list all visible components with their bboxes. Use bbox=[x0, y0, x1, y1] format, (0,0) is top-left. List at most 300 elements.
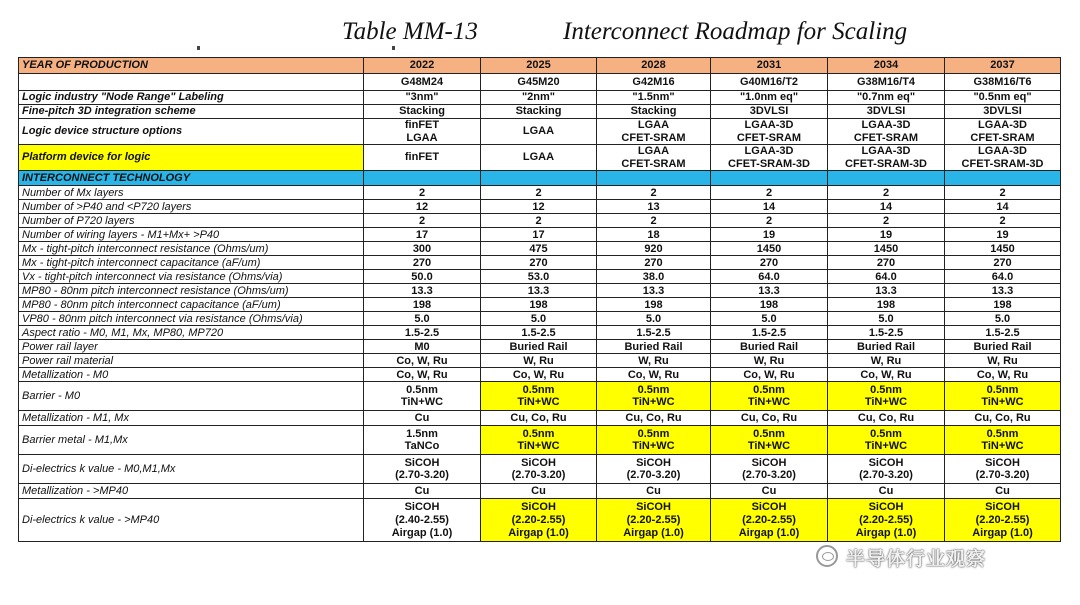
table-id: Table MM-13 bbox=[342, 18, 478, 45]
value-cell: 2 bbox=[828, 186, 945, 200]
value-cell: 270 bbox=[481, 256, 597, 270]
row-label: INTERCONNECT TECHNOLOGY bbox=[19, 171, 364, 186]
value-line: TiN+WC bbox=[864, 396, 908, 409]
value-line: finFET bbox=[404, 119, 440, 131]
value-cell: Cu bbox=[945, 484, 1061, 499]
year-cell: 2034 bbox=[828, 58, 945, 74]
value-cell: 198 bbox=[597, 298, 711, 312]
value-cell: 5.0 bbox=[597, 312, 711, 326]
value-cell: 198 bbox=[828, 298, 945, 312]
value-cell bbox=[945, 145, 1061, 171]
value-cell bbox=[945, 119, 1061, 145]
value-line: CFET-SRAM bbox=[970, 131, 1035, 144]
value-line: (2.70-3.20) bbox=[511, 469, 566, 482]
value-cell bbox=[945, 382, 1061, 411]
year-cell: 2031 bbox=[711, 58, 828, 74]
value-cell bbox=[481, 119, 597, 145]
value-cell: G45M20 bbox=[481, 74, 597, 91]
value-cell: 14 bbox=[711, 200, 828, 214]
value-line: 0.5nm bbox=[522, 383, 555, 396]
row-label: Number of >P40 and <P720 layers bbox=[19, 200, 364, 214]
value-cell bbox=[364, 382, 481, 411]
value-line: TiN+WC bbox=[981, 396, 1024, 409]
value-line: finFET bbox=[404, 151, 440, 164]
value-line: LGAA-3D bbox=[978, 145, 1027, 158]
value-line: (2.70-3.20) bbox=[395, 469, 449, 482]
table-row bbox=[19, 228, 1061, 242]
value-cell: 14 bbox=[945, 200, 1061, 214]
value-cell: 19 bbox=[945, 228, 1061, 242]
value-cell: 270 bbox=[597, 256, 711, 270]
row-label: Di-electrics k value - >MP40 bbox=[19, 499, 364, 542]
header-label: YEAR OF PRODUCTION bbox=[19, 58, 364, 74]
value-cell: 2 bbox=[481, 214, 597, 228]
scan-mark bbox=[392, 46, 395, 50]
value-line: (2.40-2.55) bbox=[395, 514, 449, 527]
year-cell: 2025 bbox=[481, 58, 597, 74]
value-line: TaNCo bbox=[404, 440, 440, 453]
value-cell: 270 bbox=[945, 256, 1061, 270]
value-cell bbox=[597, 455, 711, 484]
row-label: VP80 - 80nm pitch interconnect via resistance (Ohms/via) bbox=[19, 312, 364, 326]
value-line: SiCOH bbox=[868, 501, 904, 514]
value-line: (2.20-2.55) bbox=[859, 514, 913, 527]
row-label: Power rail material bbox=[19, 354, 364, 368]
value-cell bbox=[828, 382, 945, 411]
value-cell bbox=[828, 119, 945, 145]
year-cell: 2022 bbox=[364, 58, 481, 74]
value-cell: "2nm" bbox=[481, 91, 597, 105]
table-row bbox=[19, 326, 1061, 340]
value-cell: 5.0 bbox=[945, 312, 1061, 326]
value-cell: Co, W, Ru bbox=[711, 368, 828, 382]
value-line: (2.20-2.55) bbox=[626, 514, 681, 527]
value-cell: W, Ru bbox=[711, 354, 828, 368]
value-cell: 2 bbox=[597, 214, 711, 228]
value-cell: Buried Rail bbox=[597, 340, 711, 354]
value-line: LGAA-3D bbox=[861, 145, 911, 158]
value-line: 0.5nm bbox=[986, 383, 1019, 396]
value-cell bbox=[597, 119, 711, 145]
value-line: SiCOH bbox=[751, 501, 787, 514]
value-line: SiCOH bbox=[985, 501, 1020, 514]
value-cell: 5.0 bbox=[364, 312, 481, 326]
row-label: Logic device structure options bbox=[19, 119, 364, 145]
value-cell bbox=[945, 455, 1061, 484]
value-cell: Cu bbox=[711, 484, 828, 499]
value-cell: 5.0 bbox=[481, 312, 597, 326]
value-line: LGAA-3D bbox=[744, 119, 794, 131]
value-cell: Buried Rail bbox=[711, 340, 828, 354]
value-cell bbox=[364, 426, 481, 455]
table-row bbox=[19, 256, 1061, 270]
value-cell: Stacking bbox=[364, 105, 481, 119]
value-cell bbox=[945, 426, 1061, 455]
row-label: Metallization - >MP40 bbox=[19, 484, 364, 499]
value-line: SiCOH bbox=[636, 456, 671, 469]
roadmap-table bbox=[18, 57, 1061, 542]
value-line: 0.5nm bbox=[637, 383, 670, 396]
value-cell bbox=[364, 455, 481, 484]
value-cell: Cu, Co, Ru bbox=[711, 411, 828, 426]
year-cell: 2037 bbox=[945, 58, 1061, 74]
value-cell: 1.5-2.5 bbox=[945, 326, 1061, 340]
value-cell: "3nm" bbox=[364, 91, 481, 105]
value-cell bbox=[711, 382, 828, 411]
value-line: SiCOH bbox=[868, 456, 904, 469]
value-line: LGAA-3D bbox=[861, 119, 911, 131]
table-row bbox=[19, 200, 1061, 214]
table-row bbox=[19, 119, 1061, 145]
value-line: (2.70-3.20) bbox=[975, 469, 1030, 482]
row-label: Logic industry "Node Range" Labeling bbox=[19, 91, 364, 105]
value-cell bbox=[597, 382, 711, 411]
row-label: Power rail layer bbox=[19, 340, 364, 354]
value-cell: W, Ru bbox=[597, 354, 711, 368]
value-cell bbox=[828, 426, 945, 455]
value-cell: 38.0 bbox=[597, 270, 711, 284]
value-cell: Co, W, Ru bbox=[945, 368, 1061, 382]
value-cell: Cu bbox=[828, 484, 945, 499]
value-cell: 198 bbox=[711, 298, 828, 312]
value-line: Airgap (1.0) bbox=[391, 526, 453, 539]
value-cell: 13.3 bbox=[711, 284, 828, 298]
value-cell bbox=[597, 426, 711, 455]
row-label: Platform device for logic bbox=[19, 145, 364, 171]
value-cell bbox=[828, 171, 945, 186]
value-cell: 19 bbox=[711, 228, 828, 242]
wechat-icon bbox=[816, 545, 838, 567]
value-line: 0.5nm bbox=[870, 383, 902, 396]
table-row bbox=[19, 145, 1061, 171]
value-cell: 3DVLSI bbox=[711, 105, 828, 119]
value-line: 0.5nm bbox=[870, 427, 902, 440]
value-cell: 2 bbox=[828, 214, 945, 228]
value-cell: Buried Rail bbox=[481, 340, 597, 354]
row-label: Vx - tight-pitch interconnect via resistance (Ohms/via) bbox=[19, 270, 364, 284]
value-cell: 13 bbox=[597, 200, 711, 214]
value-cell bbox=[481, 145, 597, 171]
title-bar bbox=[0, 18, 1080, 50]
value-line: Airgap (1.0) bbox=[508, 526, 569, 539]
value-cell: 270 bbox=[364, 256, 481, 270]
value-line: TiN+WC bbox=[747, 396, 791, 409]
value-line: SiCOH bbox=[521, 456, 556, 469]
value-cell: Cu, Co, Ru bbox=[828, 411, 945, 426]
value-cell: 3DVLSI bbox=[828, 105, 945, 119]
row-label: Barrier - M0 bbox=[19, 382, 364, 411]
value-cell bbox=[364, 171, 481, 186]
value-cell bbox=[597, 499, 711, 542]
table-row bbox=[19, 270, 1061, 284]
value-cell: 1450 bbox=[711, 242, 828, 256]
table-row bbox=[19, 242, 1061, 256]
table-title: Interconnect Roadmap for Scaling bbox=[563, 18, 908, 45]
value-cell: G40M16/T2 bbox=[711, 74, 828, 91]
value-line: (2.70-3.20) bbox=[742, 469, 796, 482]
row-label bbox=[19, 74, 364, 91]
row-label: Number of wiring layers - M1+Mx+ >P40 bbox=[19, 228, 364, 242]
value-cell: 2 bbox=[945, 214, 1061, 228]
value-cell bbox=[481, 426, 597, 455]
value-cell bbox=[597, 145, 711, 171]
row-label: Mx - tight-pitch interconnect resistance (Ohms/um) bbox=[19, 242, 364, 256]
value-cell: G38M16/T6 bbox=[945, 74, 1061, 91]
value-line: TiN+WC bbox=[981, 440, 1024, 453]
value-cell: 1.5-2.5 bbox=[597, 326, 711, 340]
value-cell: 5.0 bbox=[828, 312, 945, 326]
watermark bbox=[816, 543, 1056, 571]
value-line: LGAA bbox=[522, 125, 555, 138]
value-cell bbox=[828, 455, 945, 484]
table-row bbox=[19, 214, 1061, 228]
value-line: LGAA bbox=[637, 119, 670, 131]
value-cell bbox=[828, 499, 945, 542]
value-line: CFET-SRAM bbox=[621, 157, 686, 170]
value-line: TiN+WC bbox=[400, 396, 444, 409]
value-cell: 475 bbox=[481, 242, 597, 256]
table-row bbox=[19, 411, 1061, 426]
value-cell: 12 bbox=[364, 200, 481, 214]
value-cell: 3DVLSI bbox=[945, 105, 1061, 119]
value-cell bbox=[945, 171, 1061, 186]
value-line: TiN+WC bbox=[864, 440, 908, 453]
value-cell: 64.0 bbox=[945, 270, 1061, 284]
value-line: CFET-SRAM bbox=[736, 131, 802, 144]
value-cell: Cu bbox=[364, 411, 481, 426]
value-cell: Co, W, Ru bbox=[364, 368, 481, 382]
value-cell: G48M24 bbox=[364, 74, 481, 91]
value-cell bbox=[945, 499, 1061, 542]
table-row bbox=[19, 426, 1061, 455]
value-cell: 13.3 bbox=[945, 284, 1061, 298]
value-cell: "0.7nm eq" bbox=[828, 91, 945, 105]
value-line: (2.70-3.20) bbox=[626, 469, 681, 482]
value-line: LGAA-3D bbox=[978, 119, 1027, 131]
value-line: TiN+WC bbox=[517, 396, 560, 409]
value-cell: Buried Rail bbox=[945, 340, 1061, 354]
value-cell: 2 bbox=[481, 186, 597, 200]
value-line: (2.20-2.55) bbox=[511, 514, 566, 527]
value-cell: Cu bbox=[481, 484, 597, 499]
value-line: CFET-SRAM-3D bbox=[728, 157, 810, 170]
value-cell: 300 bbox=[364, 242, 481, 256]
value-cell bbox=[597, 171, 711, 186]
value-cell: 64.0 bbox=[711, 270, 828, 284]
value-cell: G38M16/T4 bbox=[828, 74, 945, 91]
row-label: Number of Mx layers bbox=[19, 186, 364, 200]
value-cell: 14 bbox=[828, 200, 945, 214]
value-cell: 13.3 bbox=[828, 284, 945, 298]
value-line: SiCOH bbox=[751, 456, 787, 469]
value-cell bbox=[711, 171, 828, 186]
value-line: 0.5nm bbox=[406, 383, 438, 396]
value-cell: 1.5-2.5 bbox=[481, 326, 597, 340]
value-cell bbox=[711, 119, 828, 145]
value-cell: W, Ru bbox=[828, 354, 945, 368]
value-line: 0.5nm bbox=[986, 427, 1019, 440]
table-row bbox=[19, 354, 1061, 368]
value-cell: M0 bbox=[364, 340, 481, 354]
value-cell: Cu, Co, Ru bbox=[481, 411, 597, 426]
table-row bbox=[19, 484, 1061, 499]
value-cell: 270 bbox=[828, 256, 945, 270]
value-cell: 5.0 bbox=[711, 312, 828, 326]
value-line: TiN+WC bbox=[747, 440, 791, 453]
value-line: CFET-SRAM-3D bbox=[961, 157, 1044, 170]
value-line: LGAA bbox=[522, 151, 555, 164]
row-label: MP80 - 80nm pitch interconnect resistance (Ohms/um) bbox=[19, 284, 364, 298]
value-line: 0.5nm bbox=[522, 427, 555, 440]
value-cell: 920 bbox=[597, 242, 711, 256]
scan-mark bbox=[197, 46, 200, 50]
value-cell bbox=[711, 499, 828, 542]
value-cell: 17 bbox=[364, 228, 481, 242]
value-line: Airgap (1.0) bbox=[972, 526, 1033, 539]
value-cell: Cu, Co, Ru bbox=[597, 411, 711, 426]
value-cell: Stacking bbox=[597, 105, 711, 119]
table-row bbox=[19, 455, 1061, 484]
value-line: SiCOH bbox=[404, 501, 440, 514]
row-label: Aspect ratio - M0, M1, Mx, MP80, MP720 bbox=[19, 326, 364, 340]
value-cell: 2 bbox=[945, 186, 1061, 200]
value-cell bbox=[481, 382, 597, 411]
value-cell bbox=[481, 455, 597, 484]
value-cell: 64.0 bbox=[828, 270, 945, 284]
value-cell: 1.5-2.5 bbox=[711, 326, 828, 340]
value-cell bbox=[481, 171, 597, 186]
row-label: Metallization - M1, Mx bbox=[19, 411, 364, 426]
value-cell: Stacking bbox=[481, 105, 597, 119]
value-cell: 50.0 bbox=[364, 270, 481, 284]
value-line: LGAA bbox=[637, 145, 670, 158]
table-row bbox=[19, 382, 1061, 411]
value-line: 0.5nm bbox=[753, 383, 785, 396]
value-cell: 19 bbox=[828, 228, 945, 242]
section-row bbox=[19, 171, 1061, 186]
value-cell: 2 bbox=[364, 214, 481, 228]
row-label: Barrier metal - M1,Mx bbox=[19, 426, 364, 455]
value-cell bbox=[711, 455, 828, 484]
value-cell bbox=[364, 119, 481, 145]
value-cell: 1.5-2.5 bbox=[364, 326, 481, 340]
table-row bbox=[19, 186, 1061, 200]
row-label: Metallization - M0 bbox=[19, 368, 364, 382]
value-cell bbox=[711, 145, 828, 171]
value-line: (2.20-2.55) bbox=[975, 514, 1030, 527]
table-row bbox=[19, 368, 1061, 382]
value-cell: Co, W, Ru bbox=[481, 368, 597, 382]
value-line: TiN+WC bbox=[632, 440, 675, 453]
value-cell: 53.0 bbox=[481, 270, 597, 284]
table-row bbox=[19, 499, 1061, 542]
value-cell: Co, W, Ru bbox=[364, 354, 481, 368]
value-cell: 2 bbox=[711, 214, 828, 228]
value-line: SiCOH bbox=[521, 501, 556, 514]
value-cell bbox=[711, 426, 828, 455]
value-line: 0.5nm bbox=[637, 427, 670, 440]
value-cell: 198 bbox=[364, 298, 481, 312]
table-row bbox=[19, 74, 1061, 91]
value-cell: W, Ru bbox=[481, 354, 597, 368]
value-line: 1.5nm bbox=[406, 427, 438, 440]
header-row bbox=[19, 58, 1061, 74]
value-cell: W, Ru bbox=[945, 354, 1061, 368]
row-label: Mx - tight-pitch interconnect capacitance (aF/um) bbox=[19, 256, 364, 270]
value-line: (2.70-3.20) bbox=[859, 469, 913, 482]
table-row bbox=[19, 91, 1061, 105]
value-cell: 1450 bbox=[945, 242, 1061, 256]
row-label: Number of P720 layers bbox=[19, 214, 364, 228]
value-cell: 2 bbox=[597, 186, 711, 200]
value-cell: 13.3 bbox=[481, 284, 597, 298]
table-row bbox=[19, 312, 1061, 326]
value-line: TiN+WC bbox=[517, 440, 560, 453]
row-label: Fine-pitch 3D integration scheme bbox=[19, 105, 364, 119]
table-row bbox=[19, 298, 1061, 312]
value-cell: Cu bbox=[364, 484, 481, 499]
value-cell: Cu, Co, Ru bbox=[945, 411, 1061, 426]
value-cell: 1450 bbox=[828, 242, 945, 256]
value-line: SiCOH bbox=[636, 501, 671, 514]
value-cell: Co, W, Ru bbox=[828, 368, 945, 382]
value-cell: G42M16 bbox=[597, 74, 711, 91]
value-line: Airgap (1.0) bbox=[738, 526, 800, 539]
table-row bbox=[19, 340, 1061, 354]
table-row bbox=[19, 105, 1061, 119]
row-label: Di-electrics k value - M0,M1,Mx bbox=[19, 455, 364, 484]
value-cell: 270 bbox=[711, 256, 828, 270]
value-line: SiCOH bbox=[404, 456, 440, 469]
value-cell: Buried Rail bbox=[828, 340, 945, 354]
value-cell: Co, W, Ru bbox=[597, 368, 711, 382]
watermark-text: 半导体行业观察 bbox=[846, 549, 987, 570]
value-cell bbox=[364, 499, 481, 542]
value-line: CFET-SRAM-3D bbox=[845, 157, 927, 170]
row-label: MP80 - 80nm pitch interconnect capacitance (aF/um) bbox=[19, 298, 364, 312]
value-cell: 13.3 bbox=[597, 284, 711, 298]
value-line: LGAA-3D bbox=[744, 145, 794, 158]
table-row bbox=[19, 284, 1061, 298]
value-line: Airgap (1.0) bbox=[623, 526, 684, 539]
value-cell: Cu bbox=[597, 484, 711, 499]
value-cell: 198 bbox=[945, 298, 1061, 312]
value-cell: "1.5nm" bbox=[597, 91, 711, 105]
value-line: TiN+WC bbox=[632, 396, 675, 409]
value-line: Airgap (1.0) bbox=[855, 526, 917, 539]
value-cell bbox=[364, 145, 481, 171]
value-cell: 12 bbox=[481, 200, 597, 214]
value-cell: "0.5nm eq" bbox=[945, 91, 1061, 105]
value-cell: 2 bbox=[711, 186, 828, 200]
value-line: CFET-SRAM bbox=[621, 131, 686, 144]
value-cell: 1.5-2.5 bbox=[828, 326, 945, 340]
value-cell: "1.0nm eq" bbox=[711, 91, 828, 105]
value-line: LGAA bbox=[406, 131, 438, 144]
value-cell: 198 bbox=[481, 298, 597, 312]
value-cell: 17 bbox=[481, 228, 597, 242]
value-cell: 2 bbox=[364, 186, 481, 200]
value-line: (2.20-2.55) bbox=[742, 514, 796, 527]
value-line: SiCOH bbox=[985, 456, 1020, 469]
value-cell bbox=[481, 499, 597, 542]
value-line: CFET-SRAM bbox=[853, 131, 919, 144]
value-cell bbox=[828, 145, 945, 171]
year-cell: 2028 bbox=[597, 58, 711, 74]
value-cell: 18 bbox=[597, 228, 711, 242]
value-cell: 13.3 bbox=[364, 284, 481, 298]
value-line: 0.5nm bbox=[753, 427, 785, 440]
